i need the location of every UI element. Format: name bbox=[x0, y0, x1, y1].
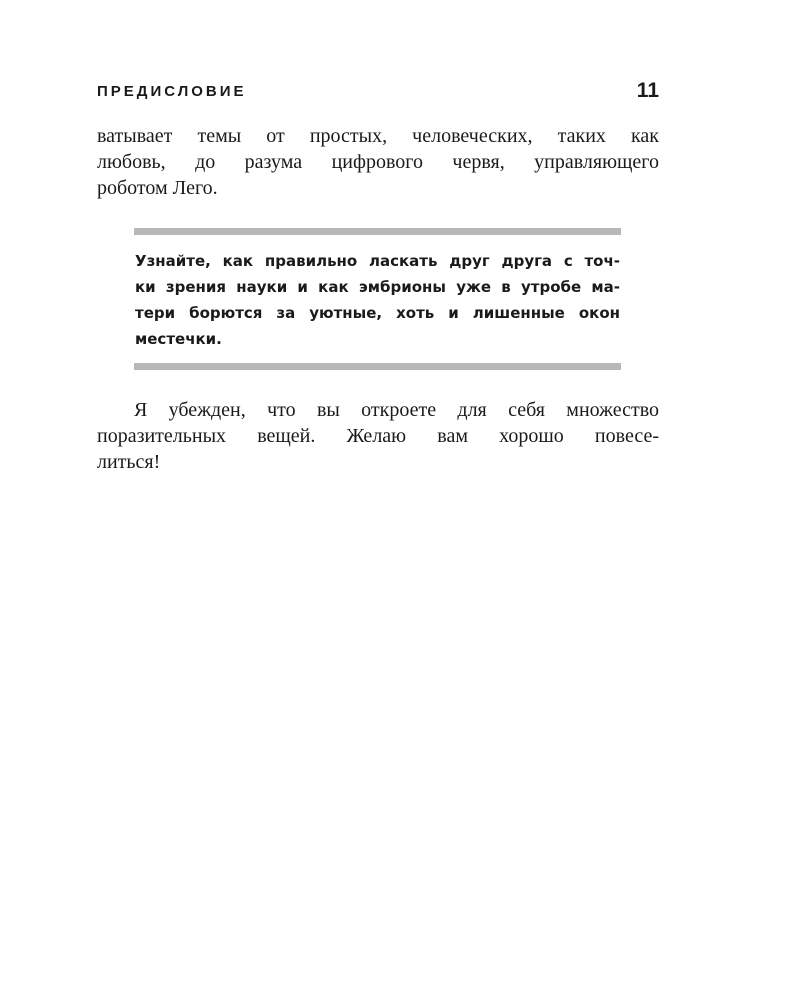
callout-top-rule bbox=[134, 228, 621, 235]
callout-box bbox=[135, 248, 620, 352]
body-paragraph bbox=[97, 397, 659, 475]
callout-line: ки зрения науки и как эмбрионы уже в утробе ма- bbox=[135, 278, 620, 296]
text-line: ватывает темы от простых, человеческих, таких как bbox=[97, 125, 659, 147]
callout-bottom-rule bbox=[134, 363, 621, 370]
text-line: литься! bbox=[97, 451, 161, 473]
text-line: любовь, до разума цифрового червя, управляющего bbox=[97, 151, 659, 173]
page-number: 11 bbox=[636, 79, 659, 102]
section-title: ПРЕДИСЛОВИЕ bbox=[97, 83, 247, 100]
text-line: Я убежден, что вы откроете для себя множество bbox=[134, 399, 659, 421]
body-paragraph-continued bbox=[97, 123, 659, 201]
callout-line: местечки. bbox=[135, 330, 222, 348]
text-line: поразительных вещей. Желаю вам хорошо повесе- bbox=[97, 425, 659, 447]
running-head bbox=[97, 80, 659, 104]
callout-line: Узнайте, как правильно ласкать друг друга с точ- bbox=[135, 252, 620, 270]
text-line: роботом Лего. bbox=[97, 177, 218, 199]
callout-line: тери борются за уютные, хоть и лишенные окон bbox=[135, 304, 620, 322]
